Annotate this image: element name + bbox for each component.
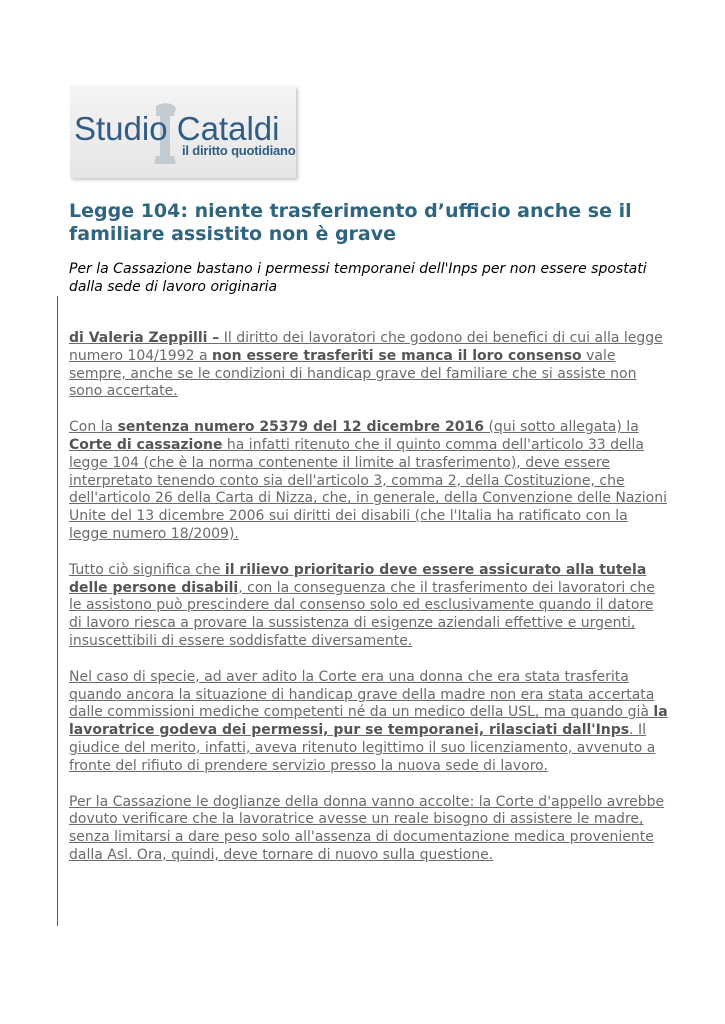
paragraph-4	[69, 669, 669, 776]
author-byline: di Valeria Zeppilli –	[69, 330, 220, 346]
paragraph-3-text-b: , con la conseguenza che il trasferimento dei lavoratori che le assistono può prescindere dal consenso solo ed esclusivamente quando il datore di lavoro riesca a provare la sussistenza di esigenze aziendali effettive e urgenti, insuscettibili di essere soddisfatte diversamente.	[69, 579, 655, 649]
paragraph-1	[69, 330, 669, 401]
logo-brand: Studio Cataldi	[74, 110, 280, 147]
paragraph-1-text-a: Il diritto dei lavoratori che godono dei benefici di cui alla legge numero 104/1992 a	[69, 330, 663, 364]
paragraph-5	[69, 794, 669, 865]
paragraph-4-text-a: Nel caso di specie, ad aver adito la Corte era una donna che era stata trasferita quando ancora la situazione di handicap grave della madre non era stata accertata dalle commissioni mediche competenti né da un medico della USL, ma quando già	[69, 668, 655, 721]
paragraph-4-link[interactable]	[69, 669, 668, 774]
paragraph-2-bold-a: sentenza numero 25379 del 12 dicembre 2016	[117, 419, 485, 436]
studio-cataldi-logo[interactable]	[70, 86, 296, 178]
article-subtitle: Per la Cassazione bastano i permessi temporanei dell'Inps per non essere spostati dalla sede di lavoro originaria	[69, 261, 647, 295]
paragraph-2-text-c: ha infatti ritenuto che il quinto comma dell'articolo 33 della legge 104 (che è la norma contenente il limite al trasferimento), deve essere interpretato tenendo conto sia dell'articolo 3, comma 2, della Costituzione, che dell'articolo 26 della Carta di Nizza, che, in generale, della Convenzione delle Nazioni Unite del 13 dicembre 2006 sui diritti dei disabili (che l'Italia ha ratificato con la legge numero 18/2009).	[69, 436, 667, 542]
article-body	[69, 330, 669, 883]
left-divider	[57, 296, 58, 926]
paragraph-5-link[interactable]	[69, 794, 664, 863]
paragraph-3-bold-a: il rilievo prioritario deve essere assicurato alla tutela delle persone disabili	[69, 561, 647, 596]
paragraph-2-link[interactable]	[69, 419, 667, 542]
paragraph-3-text-a: Tutto ciò significa che	[69, 561, 225, 578]
paragraph-3-link[interactable]	[69, 562, 655, 649]
paragraph-3	[69, 562, 669, 651]
paragraph-2-text-b: (qui sotto allegata) la	[484, 419, 639, 436]
paragraph-4-bold-a: la lavoratrice godeva dei permessi, pur se temporanei, rilasciati dall'Inps	[69, 704, 668, 739]
paragraph-2-bold-b: Corte di cassazione	[69, 436, 223, 453]
paragraph-4-text-b: . Il giudice del merito, infatti, aveva ritenuto legittimo il suo licenziamento, avvenuto a fronte del rifiuto di prendere servizio presso la nuova sede di lavoro.	[69, 722, 656, 774]
paragraph-2	[69, 419, 669, 544]
paragraph-5-text-a: Per la Cassazione le doglianze della donna vanno accolte: la Corte d'appello avrebbe dovuto verificare che la lavoratrice avesse un reale bisogno di assistere le madre, senza limitarsi a dare peso solo all'assenza di documentazione medica proveniente dalla Asl. Ora, quindi, deve tornare di nuovo sulla questione.	[69, 793, 665, 863]
paragraph-2-text-a: Con la	[69, 419, 118, 436]
paragraph-1-text-b: vale sempre, anche se le condizioni di handicap grave del familiare che si assiste non sono accertate.	[69, 347, 637, 400]
paragraph-1-link[interactable]	[69, 330, 663, 399]
logo-tagline: il diritto quotidiano	[182, 143, 296, 158]
paragraph-1-bold-a: non essere trasferiti se manca il loro consenso	[212, 347, 582, 364]
article-title: Legge 104: niente trasferimento d’ufficio anche se il familiare assistito non è grave	[69, 200, 632, 245]
